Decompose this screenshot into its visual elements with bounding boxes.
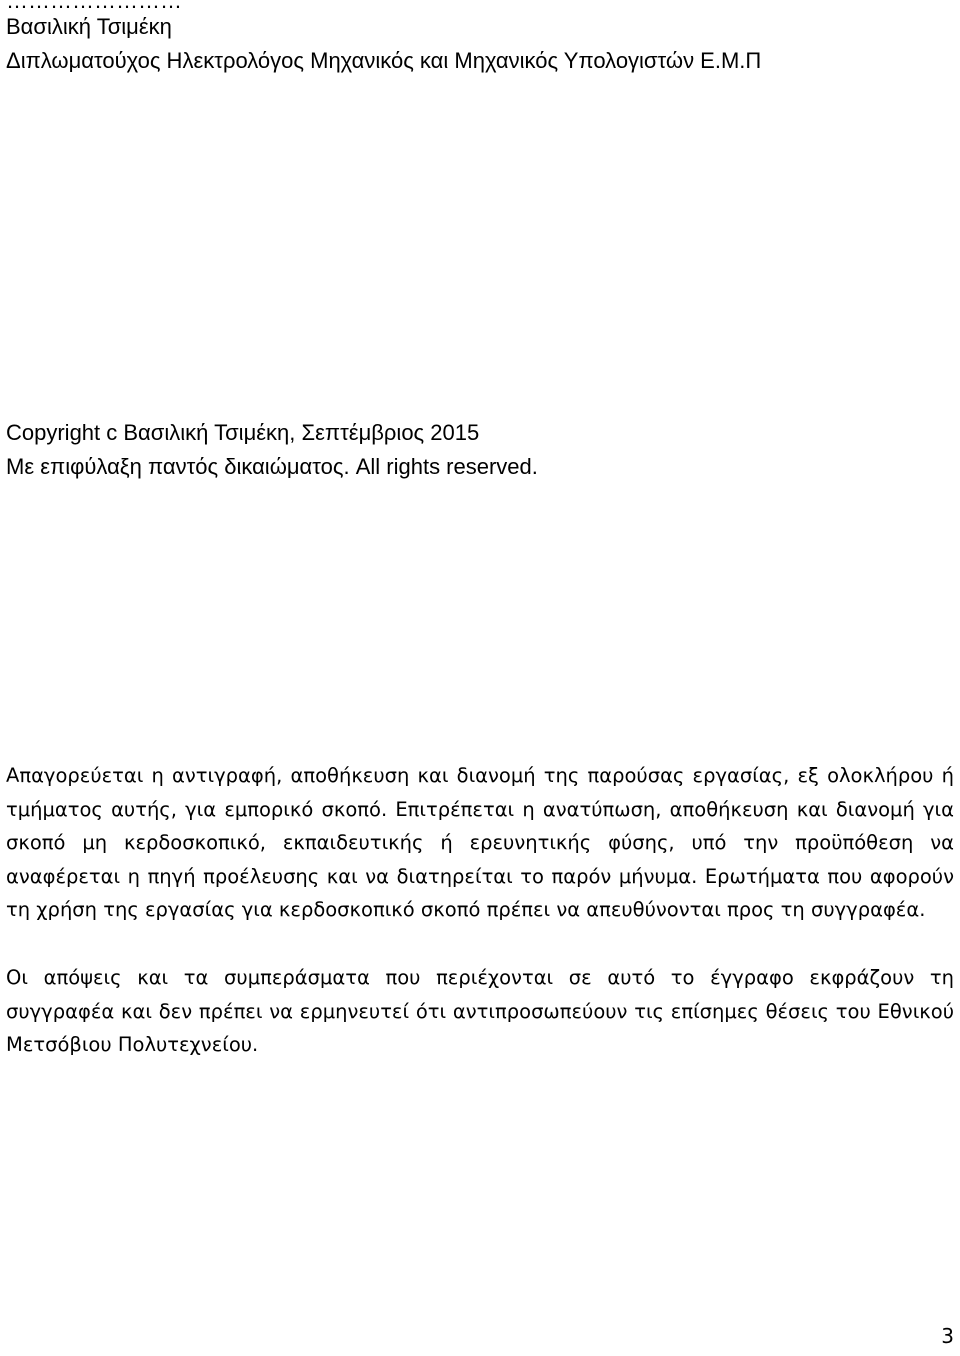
- author-name: Βασιλική Τσιμέκη: [6, 14, 172, 39]
- author-title: Διπλωματούχος Ηλεκτρολόγος Μηχανικός και Μηχανικός Υπολογιστών Ε.Μ.Π: [6, 48, 762, 73]
- copyright-statement: Copyright c Βασιλική Τσιμέκη, Σεπτέμβριος 2015: [6, 420, 480, 445]
- page-number: 3: [941, 1324, 954, 1348]
- rights-reserved-statement: Με επιφύλαξη παντός δικαιώματος. All rights reserved.: [6, 454, 538, 479]
- signature-dots: ……………………: [6, 0, 182, 13]
- disclaimer-paragraph: Οι απόψεις και τα συμπεράσματα που περιέχονται σε αυτό το έγγραφο εκφράζουν τη συγγραφέα και δεν πρέπει να ερμηνευτεί ότι αντιπροσωπεύουν τις επίσημες θέσεις του Εθνικού Μετσόβιου Πολυτεχνείου.: [6, 966, 954, 1056]
- usage-notice-paragraph: Απαγορεύεται η αντιγραφή, αποθήκευση και διανομή της παρούσας εργασίας, εξ ολοκλήρου ή τμήματος αυτής, για εμπορικό σκοπό. Επιτρέπεται η ανατύπωση, αποθήκευση και διανομή για σκοπό μη κερδοσκοπικό, εκπαιδευτικής ή ερευνητικής φύσης, υπό την προϋπόθεση να αναφέρεται η πηγή προέλευσης και να διατηρείται το παρόν μήνυμα. Ερωτήματα που αφορούν τη χρήση της εργασίας για κερδοσκοπικό σκοπό πρέπει να απευθύνονται προς τη συγγραφέα.: [6, 764, 954, 921]
